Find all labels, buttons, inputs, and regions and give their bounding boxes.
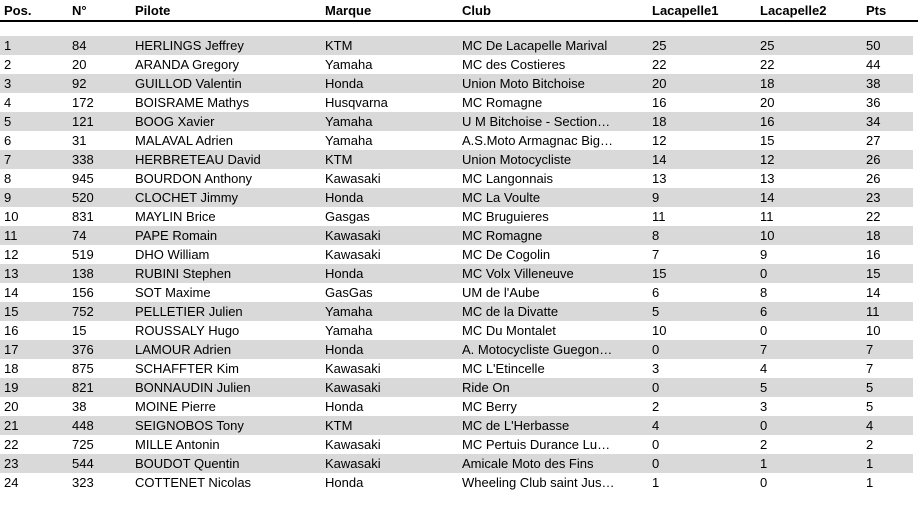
cell-pilote: RUBINI Stephen [135, 266, 232, 281]
cell-club: Wheeling Club saint Jus… [462, 475, 615, 490]
cell-lacapelle1: 15 [652, 266, 667, 281]
cell-lacapelle1: 1 [652, 475, 660, 490]
cell-marque: Kawasaki [325, 380, 381, 395]
cell-pts: 10 [866, 323, 881, 338]
column-header-lacapelle2: Lacapelle2 [760, 3, 827, 18]
cell-pts: 2 [866, 437, 874, 452]
cell-marque: Gasgas [325, 209, 370, 224]
cell-lacapelle2: 0 [760, 475, 768, 490]
cell-pts: 11 [866, 304, 880, 319]
cell-pos: 7 [4, 152, 12, 167]
cell-lacapelle2: 11 [760, 209, 774, 224]
column-header-pts: Pts [866, 3, 887, 18]
cell-pilote: PELLETIER Julien [135, 304, 243, 319]
cell-lacapelle2: 25 [760, 38, 775, 53]
cell-pilote: ROUSSALY Hugo [135, 323, 240, 338]
cell-club: MC de la Divatte [462, 304, 559, 319]
cell-marque: Honda [325, 266, 364, 281]
cell-lacapelle2: 2 [760, 437, 768, 452]
cell-pilote: BOURDON Anthony [135, 171, 253, 186]
table-row [0, 55, 913, 74]
cell-pos: 11 [4, 228, 18, 243]
cell-lacapelle2: 10 [760, 228, 775, 243]
cell-marque: KTM [325, 152, 353, 167]
cell-pos: 1 [4, 38, 12, 53]
cell-lacapelle1: 25 [652, 38, 667, 53]
cell-pos: 5 [4, 114, 12, 129]
table-row [0, 169, 913, 188]
table-row [0, 36, 913, 55]
cell-club: MC Pertuis Durance Lu… [462, 437, 611, 452]
column-header-club: Club [462, 3, 491, 18]
cell-pilote: SOT Maxime [135, 285, 211, 300]
cell-num: 448 [72, 418, 94, 433]
cell-club: MC L'Etincelle [462, 361, 545, 376]
cell-pos: 16 [4, 323, 19, 338]
cell-pos: 6 [4, 133, 12, 148]
cell-lacapelle1: 18 [652, 114, 667, 129]
cell-pts: 34 [866, 114, 881, 129]
cell-pilote: SCHAFFTER Kim [135, 361, 239, 376]
cell-club: U M Bitchoise - Section… [462, 114, 611, 129]
table-row [0, 93, 913, 112]
cell-marque: Honda [325, 190, 364, 205]
cell-lacapelle1: 2 [652, 399, 660, 414]
table-row [0, 245, 913, 264]
cell-pilote: BOOG Xavier [135, 114, 215, 129]
cell-pilote: BONNAUDIN Julien [135, 380, 251, 395]
cell-pilote: HERBRETEAU David [135, 152, 261, 167]
cell-lacapelle1: 0 [652, 456, 660, 471]
cell-pos: 8 [4, 171, 12, 186]
cell-lacapelle2: 9 [760, 247, 768, 262]
cell-lacapelle2: 18 [760, 76, 775, 91]
cell-pos: 4 [4, 95, 12, 110]
cell-pos: 3 [4, 76, 12, 91]
cell-pos: 13 [4, 266, 19, 281]
column-header-marque: Marque [325, 3, 372, 18]
cell-lacapelle2: 22 [760, 57, 775, 72]
cell-pts: 44 [866, 57, 881, 72]
cell-pos: 24 [4, 475, 19, 490]
cell-pos: 20 [4, 399, 19, 414]
cell-lacapelle2: 7 [760, 342, 768, 357]
cell-pts: 5 [866, 399, 874, 414]
cell-pos: 18 [4, 361, 19, 376]
cell-num: 74 [72, 228, 87, 243]
cell-club: MC Volx Villeneuve [462, 266, 574, 281]
cell-marque: KTM [325, 38, 353, 53]
table-row [0, 302, 913, 321]
cell-club: MC Romagne [462, 95, 543, 110]
table-row [0, 397, 913, 416]
cell-club: MC Romagne [462, 228, 543, 243]
table-row [0, 378, 913, 397]
cell-lacapelle2: 15 [760, 133, 775, 148]
table-row [0, 340, 913, 359]
cell-pts: 4 [866, 418, 874, 433]
cell-pilote: LAMOUR Adrien [135, 342, 232, 357]
cell-club: Union Motocycliste [462, 152, 572, 167]
cell-pilote: BOUDOT Quentin [135, 456, 240, 471]
cell-pts: 22 [866, 209, 881, 224]
cell-pilote: ARANDA Gregory [135, 57, 240, 72]
cell-marque: Husqvarna [325, 95, 388, 110]
table-body [0, 36, 921, 492]
cell-marque: Yamaha [325, 114, 373, 129]
cell-pilote: BOISRAME Mathys [135, 95, 250, 110]
table-row [0, 435, 913, 454]
cell-pts: 50 [866, 38, 881, 53]
cell-num: 519 [72, 247, 94, 262]
table-row [0, 226, 913, 245]
cell-lacapelle1: 8 [652, 228, 660, 243]
cell-pts: 5 [866, 380, 874, 395]
cell-num: 520 [72, 190, 94, 205]
table-row [0, 283, 913, 302]
cell-num: 92 [72, 76, 87, 91]
cell-club: Union Moto Bitchoise [462, 76, 585, 91]
cell-pos: 10 [4, 209, 19, 224]
cell-pts: 15 [866, 266, 881, 281]
cell-lacapelle1: 4 [652, 418, 660, 433]
cell-marque: Yamaha [325, 133, 373, 148]
cell-marque: Kawasaki [325, 456, 381, 471]
cell-pos: 17 [4, 342, 19, 357]
cell-num: 945 [72, 171, 94, 186]
cell-pts: 38 [866, 76, 881, 91]
table-row [0, 150, 913, 169]
cell-lacapelle1: 20 [652, 76, 667, 91]
cell-pos: 15 [4, 304, 19, 319]
cell-num: 544 [72, 456, 94, 471]
cell-num: 752 [72, 304, 94, 319]
cell-pts: 23 [866, 190, 881, 205]
cell-lacapelle1: 22 [652, 57, 667, 72]
cell-num: 376 [72, 342, 94, 357]
cell-lacapelle2: 14 [760, 190, 775, 205]
cell-lacapelle2: 16 [760, 114, 775, 129]
cell-marque: Honda [325, 76, 364, 91]
cell-num: 725 [72, 437, 94, 452]
cell-pilote: GUILLOD Valentin [135, 76, 242, 91]
cell-lacapelle1: 12 [652, 133, 667, 148]
table-row [0, 207, 913, 226]
cell-pts: 16 [866, 247, 881, 262]
cell-lacapelle1: 5 [652, 304, 660, 319]
cell-num: 831 [72, 209, 94, 224]
cell-marque: Kawasaki [325, 437, 381, 452]
cell-lacapelle2: 6 [760, 304, 768, 319]
cell-lacapelle1: 6 [652, 285, 660, 300]
cell-club: Ride On [462, 380, 510, 395]
column-header-pilote: Pilote [135, 3, 171, 18]
cell-pilote: DHO William [135, 247, 210, 262]
cell-lacapelle2: 1 [760, 456, 768, 471]
cell-num: 338 [72, 152, 94, 167]
cell-num: 138 [72, 266, 94, 281]
table-row [0, 131, 913, 150]
cell-pos: 22 [4, 437, 19, 452]
cell-num: 20 [72, 57, 87, 72]
cell-num: 38 [72, 399, 87, 414]
cell-pts: 1 [866, 456, 874, 471]
cell-pts: 1 [866, 475, 874, 490]
cell-marque: KTM [325, 418, 353, 433]
cell-lacapelle2: 5 [760, 380, 768, 395]
cell-lacapelle1: 3 [652, 361, 660, 376]
cell-num: 15 [72, 323, 87, 338]
cell-num: 156 [72, 285, 94, 300]
cell-pos: 2 [4, 57, 12, 72]
cell-pilote: MALAVAL Adrien [135, 133, 234, 148]
cell-lacapelle1: 11 [652, 209, 666, 224]
cell-pts: 26 [866, 171, 881, 186]
cell-club: MC Du Montalet [462, 323, 556, 338]
cell-lacapelle1: 0 [652, 342, 660, 357]
cell-num: 121 [72, 114, 94, 129]
cell-pts: 36 [866, 95, 881, 110]
cell-lacapelle1: 0 [652, 380, 660, 395]
cell-lacapelle2: 20 [760, 95, 775, 110]
cell-marque: Honda [325, 399, 364, 414]
table-row [0, 416, 913, 435]
header-spacer [0, 22, 921, 36]
cell-club: MC La Voulte [462, 190, 541, 205]
cell-club: UM de l'Aube [462, 285, 540, 300]
cell-club: Amicale Moto des Fins [462, 456, 594, 471]
cell-lacapelle1: 0 [652, 437, 660, 452]
table-row [0, 74, 913, 93]
cell-pts: 14 [866, 285, 881, 300]
cell-num: 84 [72, 38, 87, 53]
cell-marque: Honda [325, 475, 364, 490]
table-row [0, 188, 913, 207]
cell-marque: Yamaha [325, 323, 373, 338]
cell-lacapelle2: 0 [760, 266, 768, 281]
cell-lacapelle1: 14 [652, 152, 667, 167]
cell-pilote: COTTENET Nicolas [135, 475, 252, 490]
cell-marque: Kawasaki [325, 361, 381, 376]
table-row [0, 321, 913, 340]
cell-pts: 7 [866, 342, 874, 357]
cell-pilote: PAPE Romain [135, 228, 218, 243]
cell-marque: Kawasaki [325, 247, 381, 262]
cell-lacapelle2: 4 [760, 361, 768, 376]
cell-pts: 18 [866, 228, 881, 243]
table-row [0, 359, 913, 378]
cell-marque: Honda [325, 342, 364, 357]
table-header [0, 0, 918, 22]
cell-club: MC Langonnais [462, 171, 554, 186]
cell-lacapelle1: 16 [652, 95, 667, 110]
cell-lacapelle2: 8 [760, 285, 768, 300]
cell-lacapelle2: 3 [760, 399, 768, 414]
cell-club: A.S.Moto Armagnac Big… [462, 133, 614, 148]
table-row [0, 454, 913, 473]
cell-pilote: MAYLIN Brice [135, 209, 216, 224]
cell-marque: Kawasaki [325, 171, 381, 186]
cell-num: 172 [72, 95, 94, 110]
cell-pos: 21 [4, 418, 19, 433]
column-header-lacapelle1: Lacapelle1 [652, 3, 719, 18]
cell-lacapelle1: 10 [652, 323, 667, 338]
cell-lacapelle2: 13 [760, 171, 775, 186]
cell-pts: 26 [866, 152, 881, 167]
table-row [0, 473, 913, 492]
cell-marque: GasGas [325, 285, 373, 300]
cell-pos: 14 [4, 285, 19, 300]
cell-pilote: SEIGNOBOS Tony [135, 418, 244, 433]
cell-lacapelle2: 0 [760, 418, 768, 433]
cell-pos: 12 [4, 247, 19, 262]
cell-club: MC des Costieres [462, 57, 566, 72]
cell-num: 323 [72, 475, 94, 490]
cell-pilote: MOINE Pierre [135, 399, 216, 414]
cell-pos: 9 [4, 190, 12, 205]
cell-marque: Yamaha [325, 57, 373, 72]
cell-lacapelle1: 9 [652, 190, 660, 205]
cell-pts: 7 [866, 361, 874, 376]
cell-lacapelle2: 12 [760, 152, 775, 167]
table-row [0, 264, 913, 283]
cell-lacapelle2: 0 [760, 323, 768, 338]
cell-club: MC Berry [462, 399, 517, 414]
cell-pos: 23 [4, 456, 19, 471]
cell-lacapelle1: 13 [652, 171, 667, 186]
cell-lacapelle1: 7 [652, 247, 660, 262]
cell-num: 31 [72, 133, 87, 148]
column-header-pos: Pos. [4, 3, 32, 18]
cell-club: A. Motocycliste Guegon… [462, 342, 613, 357]
cell-marque: Yamaha [325, 304, 373, 319]
cell-marque: Kawasaki [325, 228, 381, 243]
cell-pilote: CLOCHET Jimmy [135, 190, 239, 205]
cell-pilote: HERLINGS Jeffrey [135, 38, 244, 53]
cell-pts: 27 [866, 133, 881, 148]
cell-club: MC De Cogolin [462, 247, 551, 262]
cell-num: 821 [72, 380, 94, 395]
cell-pilote: MILLE Antonin [135, 437, 220, 452]
cell-club: MC Bruguieres [462, 209, 549, 224]
cell-club: MC de L'Herbasse [462, 418, 570, 433]
cell-pos: 19 [4, 380, 19, 395]
table-row [0, 112, 913, 131]
cell-num: 875 [72, 361, 94, 376]
column-header-num: N° [72, 3, 87, 18]
cell-club: MC De Lacapelle Marival [462, 38, 608, 53]
